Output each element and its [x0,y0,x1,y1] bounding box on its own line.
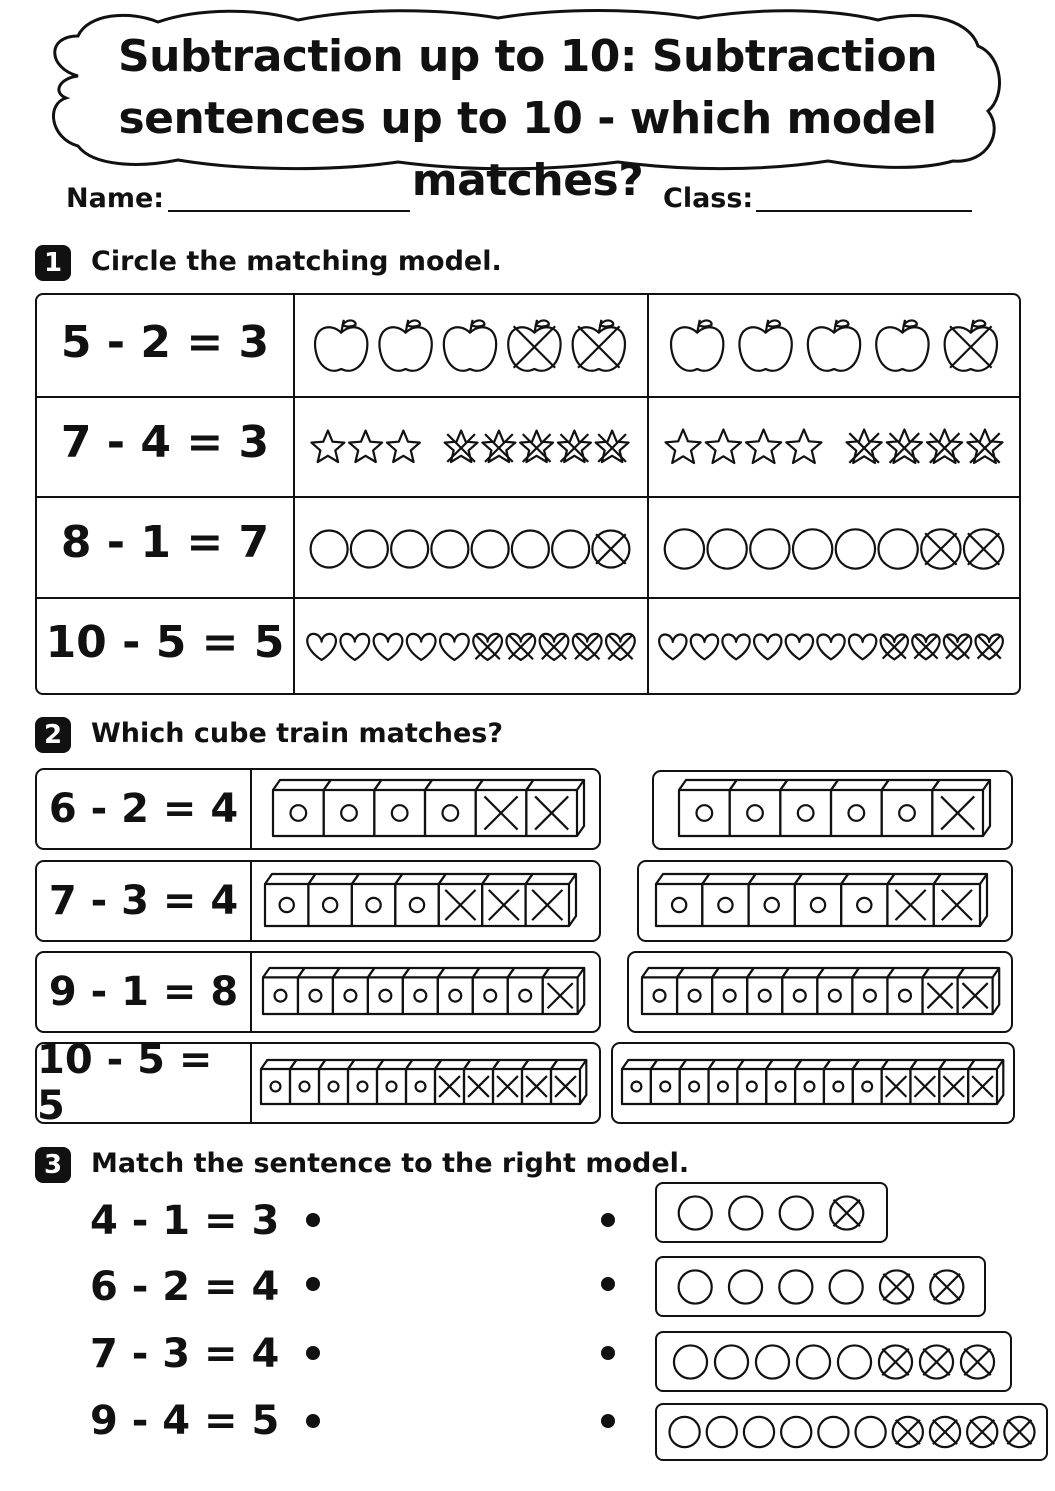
star-icon [349,431,382,462]
circle-icon [781,1417,811,1447]
circle-icon [780,1196,813,1229]
circle-icon [391,530,428,567]
circle-icon [592,530,629,567]
cube [932,780,990,836]
s2-equation-2: 7 - 3 = 4 [48,878,239,924]
apple-icon [671,320,723,371]
heart-icon [606,634,635,660]
circle-icon [311,530,348,567]
s3-left-dot[interactable] [306,1346,320,1360]
heart-icon [473,634,502,660]
circle-icon [930,1417,960,1447]
s1-model-option[interactable] [659,521,1009,577]
s3-sentence-4: 9 - 4 = 5 [90,1398,280,1444]
circle-icon [838,1345,871,1378]
s2-equation-4: 10 - 5 = 5 [37,1037,213,1129]
circle-icon [893,1417,923,1447]
star-icon [520,431,553,462]
table-divider [37,597,1019,599]
circle-icon [665,529,704,568]
table-divider [37,396,1019,398]
heart-icon [340,634,369,660]
s1-model-option[interactable] [659,420,1009,476]
s2-cube-train-option[interactable] [676,778,996,840]
name-field-line[interactable] [168,210,410,212]
row-divider [250,770,252,848]
cube [543,968,585,1014]
circle-icon [830,1270,863,1303]
class-field-line[interactable] [756,210,972,212]
heart-icon [659,635,686,660]
star-icon [887,430,922,464]
s2-cube-train-option[interactable] [639,966,1005,1018]
cube [324,780,382,836]
apple-icon [808,320,860,371]
s1-equation-1: 5 - 2 = 3 [60,317,270,368]
s2-cube-train-option[interactable] [270,778,590,840]
heart-icon [506,634,535,660]
cube [526,780,584,836]
circle-icon [878,529,917,568]
cube [679,780,737,836]
section-3-title: Match the sentence to the right model. [91,1148,690,1179]
section-1-number: 1 [35,245,71,281]
section-1-title: Circle the matching model. [91,246,502,277]
heart-icon [440,634,469,660]
circle-icon [961,1345,994,1378]
table-divider [647,295,649,693]
cube [730,780,788,836]
circle-icon [715,1345,748,1378]
s2-equation-1: 6 - 2 = 4 [48,786,239,832]
circle-icon [707,529,746,568]
cube [968,1060,1003,1104]
circle-icon [793,529,832,568]
class-label: Class: [663,183,754,214]
section-3-number: 3 [35,1147,71,1183]
heart-icon [944,635,971,660]
circle-icon [855,1417,885,1447]
circle-icon [552,530,589,567]
s3-sentence-2: 6 - 2 = 4 [90,1264,280,1310]
s2-cube-train-option[interactable] [258,1058,592,1108]
circle-icon [750,529,789,568]
s3-left-dot[interactable] [306,1277,320,1291]
cube [882,780,940,836]
circle-icon [921,529,960,568]
s1-model-option[interactable] [305,521,635,577]
s1-model-option[interactable] [305,311,635,383]
s1-model-option[interactable] [305,420,635,476]
s2-equation-3: 9 - 1 = 8 [48,969,239,1015]
s3-left-dot[interactable] [306,1414,320,1428]
s3-model [666,1190,876,1236]
s3-right-dot[interactable] [601,1213,615,1227]
cube [374,780,432,836]
heart-icon [817,635,844,660]
section-2-title: Which cube train matches? [91,718,504,749]
section-2-number: 2 [35,717,71,753]
cube [526,874,576,926]
s3-right-dot[interactable] [601,1414,615,1428]
star-icon [482,431,515,462]
apple-icon [379,320,431,371]
circle-icon [879,1345,912,1378]
apple-icon [315,320,367,371]
heart-icon [307,634,336,660]
circle-icon [797,1345,830,1378]
cube [958,968,1000,1014]
apple-icon [876,320,928,371]
circle-icon [930,1270,963,1303]
circle-icon [880,1270,913,1303]
cube [831,780,889,836]
heart-icon [881,635,908,660]
apple-icon [573,320,625,371]
s2-cube-train-option[interactable] [262,872,582,930]
s3-model [666,1339,1002,1385]
star-icon [596,431,629,462]
star-icon [311,431,344,462]
worksheet-title: Subtraction up to 10: Subtraction sentences up to 10 - which model matches? [117,31,938,206]
apple-icon [945,320,997,371]
s3-right-dot[interactable] [601,1346,615,1360]
heart-icon [912,635,939,660]
row-divider [250,953,252,1031]
s2-cube-train-option[interactable] [653,872,993,930]
circle-icon [779,1270,812,1303]
circle-icon [830,1196,863,1229]
circle-icon [964,529,1003,568]
s3-sentence-1: 4 - 1 = 3 [90,1198,280,1244]
circle-icon [729,1196,762,1229]
s1-model-option[interactable] [653,623,1009,671]
circle-icon [679,1196,712,1229]
s3-model [666,1264,976,1310]
circle-icon [756,1345,789,1378]
table-divider [293,295,295,693]
cube [476,780,534,836]
circle-icon [1004,1417,1034,1447]
circle-icon [674,1345,707,1378]
circle-icon [729,1270,762,1303]
cube [551,1060,586,1104]
star-icon [967,430,1002,464]
heart-icon [540,634,569,660]
s3-sentence-3: 7 - 3 = 4 [90,1331,280,1377]
heart-icon [374,634,403,660]
star-icon [387,431,420,462]
star-icon [847,430,882,464]
heart-icon [849,635,876,660]
star-icon [786,430,821,464]
s1-model-option[interactable] [659,311,1009,383]
circle-icon [836,529,875,568]
cube [425,780,483,836]
heart-icon [754,635,781,660]
cube [273,780,331,836]
heart-icon [407,634,436,660]
circle-icon [351,530,388,567]
circle-icon [967,1417,997,1447]
s1-model-option[interactable] [301,623,641,671]
section-1-table [35,293,1021,695]
circle-icon [669,1417,699,1447]
heart-icon [691,635,718,660]
cube [934,874,987,926]
circle-icon [472,530,509,567]
star-icon [927,430,962,464]
name-label: Name: [66,183,165,214]
s2-cube-train-option[interactable] [260,966,590,1018]
heart-icon [573,634,602,660]
apple-icon [444,320,496,371]
star-icon [666,430,701,464]
cube [780,780,838,836]
circle-icon [512,530,549,567]
star-icon [746,430,781,464]
s2-cube-train-option[interactable] [619,1058,1009,1108]
heart-icon [786,635,813,660]
star-icon [558,431,591,462]
circle-icon [744,1417,774,1447]
circle-icon [707,1417,737,1447]
s1-equation-3: 8 - 1 = 7 [60,517,270,568]
s3-left-dot[interactable] [306,1213,320,1227]
table-divider [37,496,1019,498]
circle-icon [818,1417,848,1447]
star-icon [445,431,478,462]
circle-icon [920,1345,953,1378]
row-divider [250,862,252,940]
circle-icon [431,530,468,567]
row-divider [250,1044,252,1122]
apple-icon [508,320,560,371]
circle-icon [679,1270,712,1303]
s3-right-dot[interactable] [601,1277,615,1291]
star-icon [706,430,741,464]
heart-icon [976,635,1003,660]
apple-icon [739,320,791,371]
s1-equation-2: 7 - 4 = 3 [60,417,270,468]
heart-icon [722,635,749,660]
s3-model [662,1411,1042,1453]
s1-equation-4: 10 - 5 = 5 [45,617,285,668]
